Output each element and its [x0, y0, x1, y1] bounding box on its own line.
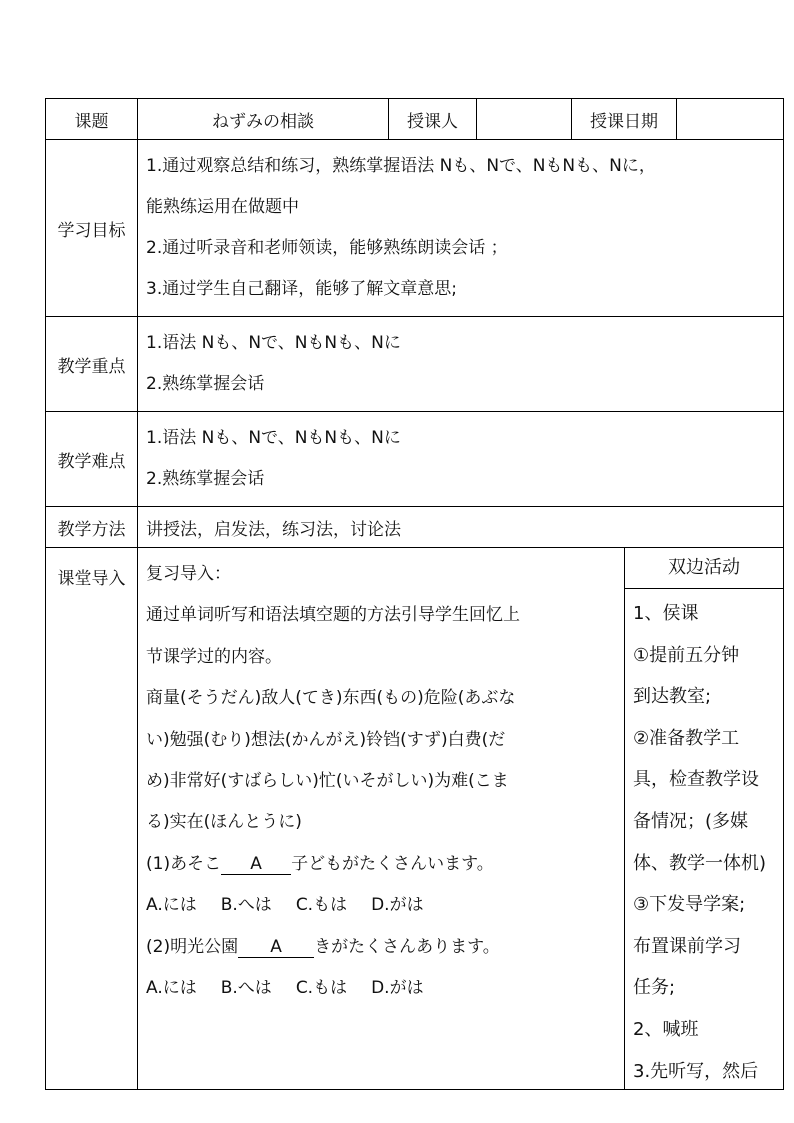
activity-line: 2、喊班 [633, 1018, 699, 1040]
activity-line: 布置课前学习 [633, 935, 741, 957]
key-points-label: 教学重点 [46, 317, 138, 412]
question-2-suffix: きがたくさんあります。 [314, 936, 500, 957]
teacher-label: 授课人 [389, 99, 477, 140]
intro-line: る)实在(ほんとうに) [146, 812, 302, 833]
option: B.へは [220, 895, 272, 916]
objective-line: 能熟练运用在做题中 [146, 197, 299, 217]
methods-text: 讲授法，启发法，练习法，讨论法 [146, 519, 401, 540]
subject-label: 课题 [46, 99, 138, 140]
intro-line: い)勉强(むり)想法(かんがえ)铃铛(すず)白费(だ [146, 729, 506, 750]
date-label: 授课日期 [572, 99, 677, 140]
key-point-line: 2.熟练掌握会话 [146, 374, 265, 394]
activity-line: 备情况；(多媒 [633, 810, 749, 832]
difficulty-line: 2.熟练掌握会话 [146, 469, 265, 489]
intro-label: 课堂导入 [46, 548, 138, 1090]
option: A.には [146, 895, 197, 916]
difficulty-line: 1.语法 Nも、Nで、NもNも、Nに [146, 428, 401, 448]
objectives-content [138, 140, 784, 317]
methods-row [46, 507, 784, 548]
methods-label: 教学方法 [46, 507, 138, 548]
date-value [677, 99, 784, 140]
objective-line: 1.通过观察总结和练习，熟练掌握语法 Nも、Nで、NもNも、Nに， [146, 156, 656, 176]
key-point-line: 1.语法 Nも、Nで、NもNも、Nに [146, 333, 401, 353]
difficulties-row [46, 412, 784, 507]
activities-body [625, 589, 783, 1092]
methods-content [138, 507, 784, 548]
activity-line: 任务; [633, 977, 676, 999]
activity-line: 具，检查教学设 [633, 769, 759, 791]
option: D.がは [371, 977, 424, 998]
intro-line: め)非常好(すばらしい)忙(いそがしい)为难(こま [146, 770, 509, 791]
question-1-suffix: 子どもがたくさんいます。 [291, 853, 494, 874]
activity-line: 体、教学一体机) [633, 852, 767, 874]
objective-line: 2.通过听录音和老师领读，能够熟练朗读会话 ； [146, 238, 508, 258]
teacher-value [477, 99, 572, 140]
question-2-answer-blank: A [238, 937, 314, 958]
activity-line: 到达教室; [633, 686, 712, 708]
question-1-answer-blank: A [221, 854, 291, 875]
option: A.には [146, 977, 197, 998]
question-2 [146, 927, 618, 968]
activity-line: ①提前五分钟 [633, 644, 740, 666]
intro-row [46, 548, 784, 1090]
option: C.もは [295, 895, 348, 916]
question-1-options [146, 885, 618, 926]
difficulties-label: 教学难点 [46, 412, 138, 507]
option: B.へは [220, 977, 272, 998]
option: D.がは [371, 895, 424, 916]
intro-line: 通过单词听写和语法填空题的方法引导学生回忆上 [146, 605, 520, 626]
intro-line: 复习导入： [146, 564, 231, 584]
lesson-plan-table [45, 98, 784, 1090]
activities-header: 双边活动 [625, 548, 783, 589]
intro-line: 商量(そうだん)敌人(てき)东西(もの)危险(あぶな [146, 688, 516, 709]
question-2-prefix: (2)明光公園 [146, 936, 239, 957]
key-points-content [138, 317, 784, 412]
question-1 [146, 844, 618, 885]
difficulties-content [138, 412, 784, 507]
key-points-row [46, 317, 784, 412]
subject-value: ねずみの相談 [138, 99, 389, 140]
activity-line: ③下发导学案; [633, 894, 746, 916]
activities-column [625, 548, 783, 1089]
activity-line: 3.先听写，然后 [633, 1060, 759, 1082]
objectives-row [46, 140, 784, 317]
question-2-options [146, 968, 618, 1009]
header-row [46, 99, 784, 140]
intro-content [138, 548, 784, 1090]
intro-main [138, 548, 625, 1089]
objectives-label: 学习目标 [46, 140, 138, 317]
activity-line: 1、侯课 [633, 603, 699, 624]
objective-line: 3.通过学生自己翻译，能够了解文章意思; [146, 279, 457, 299]
activity-line: ②准备教学工 [633, 727, 740, 749]
intro-line: 节课学过的内容。 [146, 646, 282, 667]
question-1-prefix: (1)あそこ [146, 853, 222, 874]
option: C.もは [295, 977, 348, 998]
